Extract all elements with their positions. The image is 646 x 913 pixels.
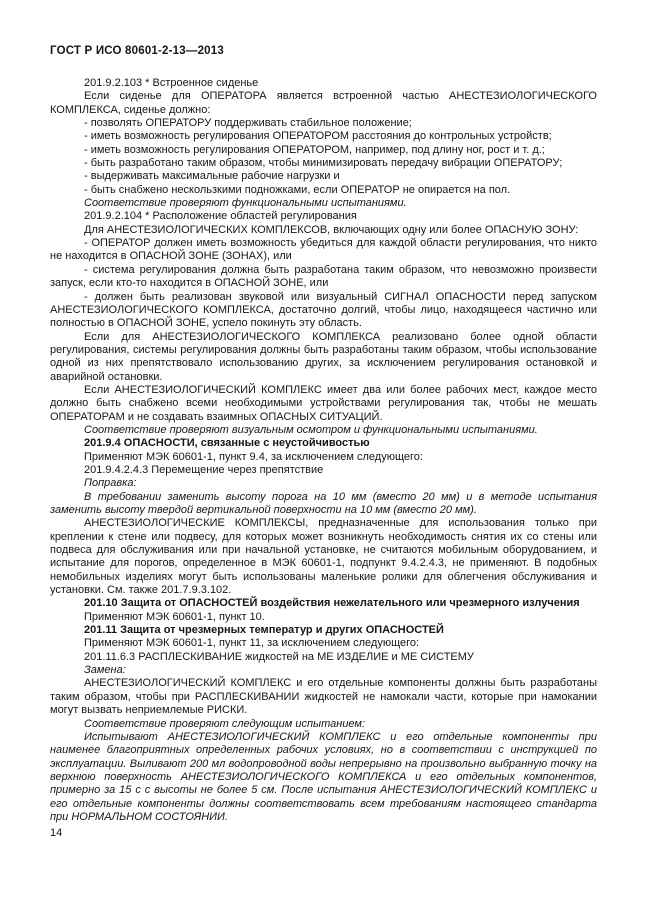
paragraph: - ОПЕРАТОР должен иметь возможность убедиться для каждой области регулирования, что никто не находится в ОПАСНОЙ ЗОНЕ (ЗОНАХ), или — [50, 237, 597, 263]
paragraph: Применяют МЭК 60601-1, пункт 10. — [84, 610, 265, 623]
document-body — [50, 77, 597, 824]
paragraph: Применяют МЭК 60601-1, пункт 9.4, за исключением следующего: — [84, 450, 423, 463]
paragraph: - быть снабжено нескользкими подножками, если ОПЕРАТОР не опирается на пол. — [84, 183, 511, 196]
paragraph: 201.11 Защита от чрезмерных температур и других ОПАСНОСТЕЙ — [84, 624, 444, 637]
paragraph: - позволять ОПЕРАТОРУ поддерживать стабильное положение; — [84, 117, 412, 130]
paragraph: - система регулирования должна быть разработана таким образом, что невозможно произвести запуск, если кто-то находится в ОПАСНОЙ ЗОНЕ, или — [50, 263, 597, 290]
document-header-title: ГОСТ Р ИСО 80601-2-13—2013 — [50, 45, 224, 57]
paragraph: - иметь возможность регулирования ОПЕРАТОРОМ расстояния до контрольных устройств; — [84, 130, 552, 143]
paragraph: АНЕСТЕЗИОЛОГИЧЕСКИЙ КОМПЛЕКС и его отдельные компоненты должны быть разработаны таким образом, чтобы при РАСПЛЕСКИВАНИИ жидкостей не намокали части, которые при намокании могут вызвать неприемлемые РИСКИ. — [50, 677, 597, 717]
paragraph: 201.10 Защита от ОПАСНОСТЕЙ воздействия нежелательного или чрезмерного излучения — [84, 597, 580, 610]
paragraph: Испытывают АНЕСТЕЗИОЛОГИЧЕСКИЙ КОМПЛЕКС и его отдельные компоненты при наименее благоприятных определенных рабочих условиях, но в соответствии с инструкцией по эксплуатации. Выливают 200 мл водопроводной воды непрерывно на произвольно выбранную точку на верхнюю поверхность АНЕСТЕЗИОЛОГИЧЕСКОГО КОМПЛЕКСА и его отдельных компонентов, примерно за 15 с с высоты не более 5 см. После испытания АНЕСТЕЗИОЛОГИЧЕСКИЙ КОМПЛЕКС и его отдельные компоненты должны соответствовать всем требованиям настоящего стандарта при НОРМАЛЬНОМ СОСТОЯНИИ. — [50, 730, 597, 823]
paragraph: - выдерживать максимальные рабочие нагрузки и — [84, 170, 340, 183]
paragraph: Соответствие проверяют следующим испытанием: — [84, 717, 366, 730]
page-number: 14 — [50, 827, 63, 839]
paragraph: Применяют МЭК 60601-1, пункт 11, за исключением следующего: — [84, 637, 420, 650]
paragraph: 201.9.2.104 * Расположение областей регулирования — [84, 210, 357, 223]
paragraph: АНЕСТЕЗИОЛОГИЧЕСКИЕ КОМПЛЕКСЫ, предназначенные для использования только при креплении к стене или подвесу, для которых может возникнуть необходимость снятия их со стены или подвеса для обслуживания или при начальной установке, не считаются мобильным оборудованием, и испытание для порогов, определенное в МЭК 60601-1, подпункт 9.4.2.4.3, не применяют. В подобных немобильных изделиях могут быть использованы маленькие ролики для облегчения обслуживания и установки. См. также 201.7.9.3.102. — [50, 517, 597, 597]
paragraph: 201.9.2.103 * Встроенное сиденье — [84, 77, 259, 89]
paragraph: Если сиденье для ОПЕРАТОРА является встроенной частью АНЕСТЕЗИОЛОГИЧЕСКОГО КОМПЛЕКСА, сиденье должно: — [50, 90, 597, 116]
paragraph: Соответствие проверяют визуальным осмотром и функциональными испытаниями. — [84, 423, 538, 436]
paragraph: - быть разработано таким образом, чтобы минимизировать передачу вибрации ОПЕРАТОРУ; — [84, 157, 563, 170]
paragraph: В требовании заменить высоту порога на 10 мм (вместо 20 мм) и в методе испытания заменить высоту твердой вертикальной поверхности на 10 мм (вместо 20 мм). — [50, 490, 597, 516]
paragraph: Если для АНЕСТЕЗИОЛОГИЧЕСКОГО КОМПЛЕКСА реализовано более одной области регулирования, системы регулирования должны быть разработаны таким образом, чтобы использование одной из них препятствовало использованию других, за исключением регулирования остановкой и аварийной остановки. — [50, 330, 597, 383]
paragraph: Если АНЕСТЕЗИОЛОГИЧЕСКИЙ КОМПЛЕКС имеет два или более рабочих мест, каждое место должно быть снабжено всеми необходимыми устройствами регулирования так, чтобы не мешать ОПЕРАТОРАМ и не создавать взаимных ОПАСНЫХ СИТУАЦИЙ. — [50, 383, 597, 423]
paragraph: - должен быть реализован звуковой или визуальный СИГНАЛ ОПАСНОСТИ перед запуском АНЕСТЕЗИОЛОГИЧЕСКОГО КОМПЛЕКСА, достаточно долгий, чтобы лицо, находящееся частично или полностью в ОПАСНОЙ ЗОНЕ, успело покинуть эту область. — [50, 290, 597, 330]
paragraph: Замена: — [84, 664, 126, 677]
paragraph: 201.9.4 ОПАСНОСТИ, связанные с неустойчивостью — [84, 437, 370, 450]
paragraph: - иметь возможность регулирования ОПЕРАТОРОМ, например, под длину ног, рост и т. д.; — [84, 143, 545, 156]
paragraph: 201.11.6.3 РАСПЛЕСКИВАНИЕ жидкостей на МЕ ИЗДЕЛИЕ и МЕ СИСТЕМУ — [84, 650, 474, 663]
paragraph: Соответствие проверяют функциональными испытаниями. — [84, 197, 407, 210]
paragraph: Для АНЕСТЕЗИОЛОГИЧЕСКИХ КОМПЛЕКСОВ, включающих одну или более ОПАСНУЮ ЗОНУ: — [84, 223, 579, 236]
paragraph: Поправка: — [84, 477, 137, 490]
paragraph: 201.9.4.2.4.3 Перемещение через препятствие — [84, 463, 324, 476]
